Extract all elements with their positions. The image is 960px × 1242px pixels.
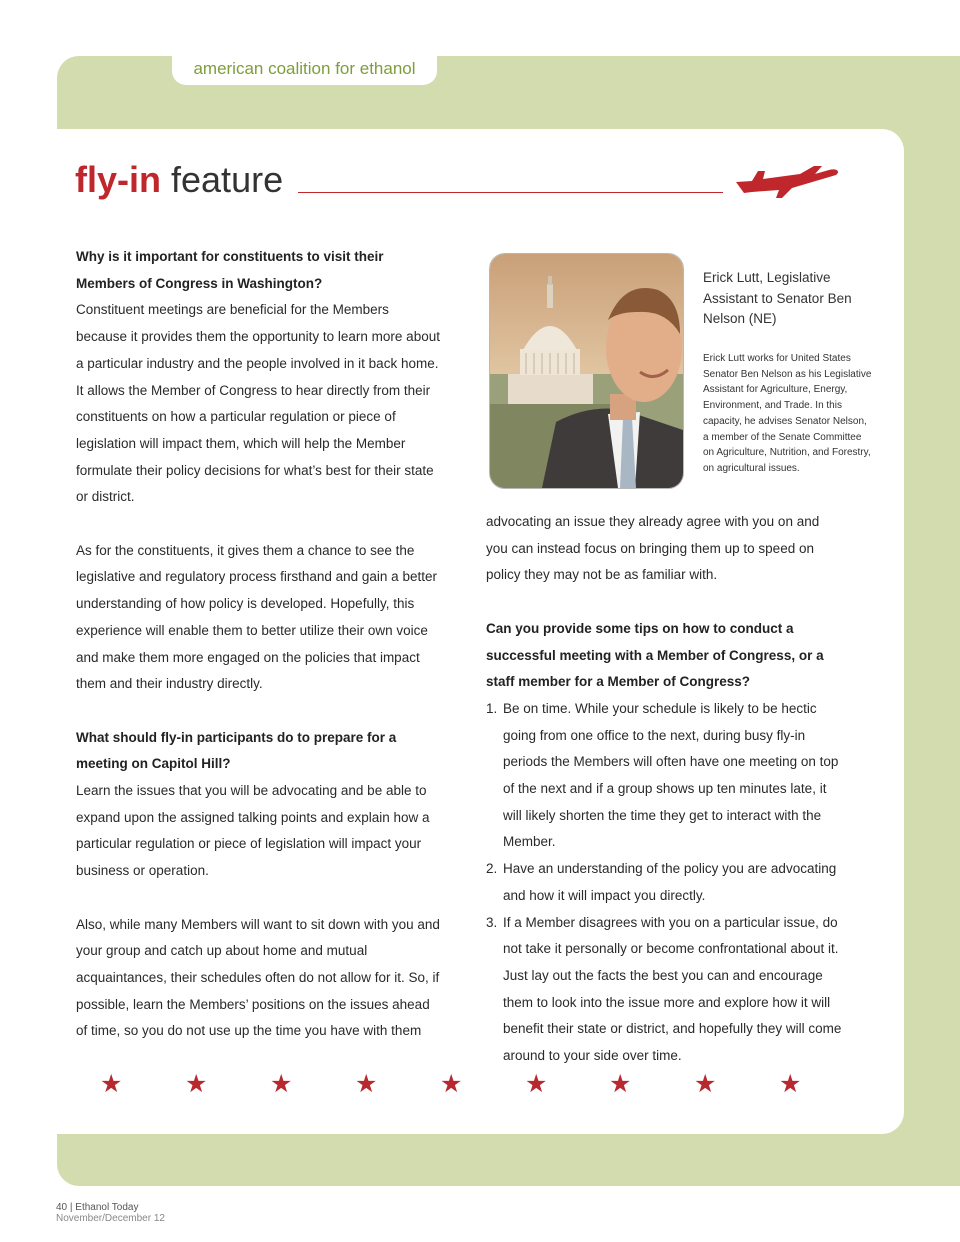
star-icon: ★ [270,1070,293,1098]
tip-number: 1. [486,700,498,716]
section-tab: american coalition for ethanol [172,56,437,85]
star-icon: ★ [100,1070,123,1098]
tip-text: If a Member disagrees with you on a particular issue, do not take it personally or become confrontational about it. Just lay out the facts the best you can and encourage them to look into the issue more and explore how it will benefit their state or district, and hopefully they will come around to your side over time. [503,914,842,1064]
page-number: 40 | Ethanol Today [56,1202,139,1213]
left-column [76,244,441,1045]
star-icon: ★ [694,1070,717,1098]
answer-1: Constituent meetings are beneficial for the Members because it provides them the opportunity to learn more about a particular industry and the people involved in it back home. It allows the Member of Congress to hear directly from their constituents on how a particular regulation or piece of legislation will impact them, which will help the Member formulate their policy decisions for what’s best for their state or district. [76,302,440,505]
star-icon: ★ [525,1070,548,1098]
tip-number: 3. [486,914,498,930]
tips-list [486,696,844,1070]
tip-item [486,910,844,1070]
star-icon: ★ [609,1070,632,1098]
star-divider [0,1070,960,1100]
star-icon: ★ [440,1070,463,1098]
heading-rule [298,192,723,193]
continued-text: advocating an issue they already agree with you on and you can instead focus on bringing them up to speed on policy they may not be as familiar with. [486,514,820,583]
heading-light: feature [171,159,284,200]
question-3: Can you provide some tips on how to conduct a successful meeting with a Member of Congress, or a staff member for a Member of Congress? [486,620,824,690]
star-icon: ★ [779,1070,802,1098]
feature-heading [75,158,283,202]
page-footer [56,1202,165,1224]
star-icon: ★ [355,1070,378,1098]
answer-2b: Also, while many Members will want to sit down with you and your group and catch up about home and mutual acquaintances, their schedules often do not allow for it. So, if possible, learn the Members’ positions on the issues ahead of time, so you do not use up the time you have with them [76,916,440,1039]
question-2: What should fly-in participants do to prepare for a meeting on Capitol Hill? [76,729,397,772]
airplane-icon [732,162,842,202]
heading-bold: fly-in [75,159,161,200]
answer-2: Learn the issues that you will be advocating and be able to expand upon the assigned talking points and explain how a particular regulation or piece of legislation will impact your business or operation. [76,783,430,879]
photo-caption-title: Erick Lutt, Legislative Assistant to Senator Ben Nelson (NE) [703,270,852,326]
tip-text: Have an understanding of the policy you are advocating and how it will impact you directly. [503,861,837,903]
tip-number: 2. [486,861,498,877]
issue-date: November/December 12 [56,1213,165,1224]
right-column [486,509,844,1070]
question-1: Why is it important for constituents to visit their Members of Congress in Washington? [76,249,384,291]
photo-caption-body: Erick Lutt works for United States Senator Ben Nelson as his Legislative Assistant for Agriculture, Energy, Environment, and Trade. In this capacity, he advises Senator Nelson, a member of the Senate Committee on Agriculture, Nutrition, and Forestry, on agricultural issues. [703,353,872,474]
answer-1b: As for the constituents, it gives them a chance to see the legislative and regulatory process firsthand and gain a better understanding of how policy is developed. Hopefully, this experience will enable them to better utilize their own voice and make them more engaged on the policies that impact them and their industry directly. [76,542,437,692]
star-icon: ★ [185,1070,208,1098]
portrait-photo [489,253,684,489]
tip-text: Be on time. While your schedule is likely to be hectic going from one office to the next, during busy fly-in periods the Members will often have one meeting on top of the next and if a group shows up ten minutes late, it will likely shorten the time they get to interact with the Member. [503,700,839,850]
tip-item [486,696,844,856]
tip-item [486,856,844,909]
